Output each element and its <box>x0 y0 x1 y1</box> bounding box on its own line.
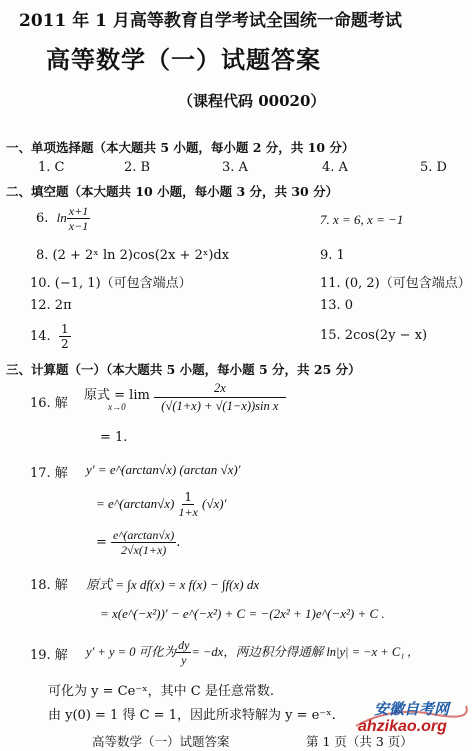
watermark-logo <box>352 696 470 748</box>
watermark-line2: ahzikao.org <box>358 718 447 735</box>
answer-11: 11. (0, 2)（可包含端点） <box>320 276 471 291</box>
answer-9: 9. 1 <box>320 248 345 263</box>
section3-title: 三、计算题（一）（本大题共 5 小题，每小题 5 分，共 25 分） <box>6 362 361 377</box>
subject-title: 高等数学（一）试题答案 <box>46 45 321 74</box>
q18-line2: = x(e^(−x²))′ − e^(−x²) + C = −(2x² + 1)e^(−x²) + C . <box>100 606 385 621</box>
q19-label: 19. 解 <box>30 648 68 663</box>
answer-10: 10. (−1, 1)（可包含端点） <box>30 276 192 291</box>
q18-label: 18. 解 <box>30 578 68 593</box>
footer-subject: 高等数学（一）试题答案 <box>92 734 230 749</box>
q18-line1: 原式 = ∫x df(x) = x f(x) − ∫f(x) dx <box>86 577 260 592</box>
answer-2: 2. B <box>124 160 151 175</box>
answer-1: 1. C <box>38 160 65 175</box>
q17-line1: y′ = e^(arctan√x) (arctan √x)′ <box>86 462 241 477</box>
exam-title: 2011 年 1 月高等教育自学考试全国统一命题考试 <box>19 11 402 31</box>
answer-15: 15. 2cos(2y − x) <box>320 328 428 343</box>
section2-title: 二、填空题（本大题共 10 小题，每小题 3 分，共 30 分） <box>6 184 339 199</box>
answer-12: 12. 2π <box>30 298 72 313</box>
answer-13: 13. 0 <box>320 298 354 313</box>
q17-line2: = e^(arctan√x) $\frac{1}{1+x}$ (√x)′ <box>96 490 227 519</box>
section1-title: 一、单项选择题（本大题共 5 小题，每小题 2 分，共 10 分） <box>6 140 355 155</box>
q19-line3: 由 y(0) = 1 得 C = 1，因此所求特解为 y = e⁻ˣ. <box>48 708 336 723</box>
q16-result: = 1. <box>100 430 128 445</box>
answer-4: 4. A <box>322 160 348 175</box>
q19-line1: y′ + y = 0 可化为 $\frac{dy}{y}$ = −dx，两边积分得通解 ln|y| = −x + C₁ , <box>86 638 411 667</box>
answer-14: 14. $\frac{1}{2}$ <box>30 322 69 351</box>
q17-label: 17. 解 <box>30 466 68 481</box>
answer-3: 3. A <box>222 160 248 175</box>
course-code: （课程代码 00020） <box>178 92 326 110</box>
q16-formula: 原式 = lim x→0 $\frac{2x}{\text{(√(1+x) + √(1−x))sin x}}$ <box>84 380 286 415</box>
footer-page: 第 1 页（共 3 页） <box>306 734 413 749</box>
answer-8: 8. (2 + 2ˣ ln 2)cos(2x + 2ˣ)dx <box>36 248 230 263</box>
answer-6: 6. ln $\frac{x+1}{x-1}$ <box>36 204 89 233</box>
watermark-line1: 安徽自考网 <box>374 701 450 718</box>
q16-label: 16. 解 <box>30 396 68 411</box>
q19-line2: 可化为 y = Ce⁻ˣ，其中 C 是任意常数. <box>48 684 274 699</box>
answer-7: 7. x = 6, x = −1 <box>320 212 404 227</box>
answer-5: 5. D <box>420 160 447 175</box>
q17-line3: = $\frac{e\^{}(\arctan√x)}{2√x(1+x)}$ . <box>96 528 181 557</box>
